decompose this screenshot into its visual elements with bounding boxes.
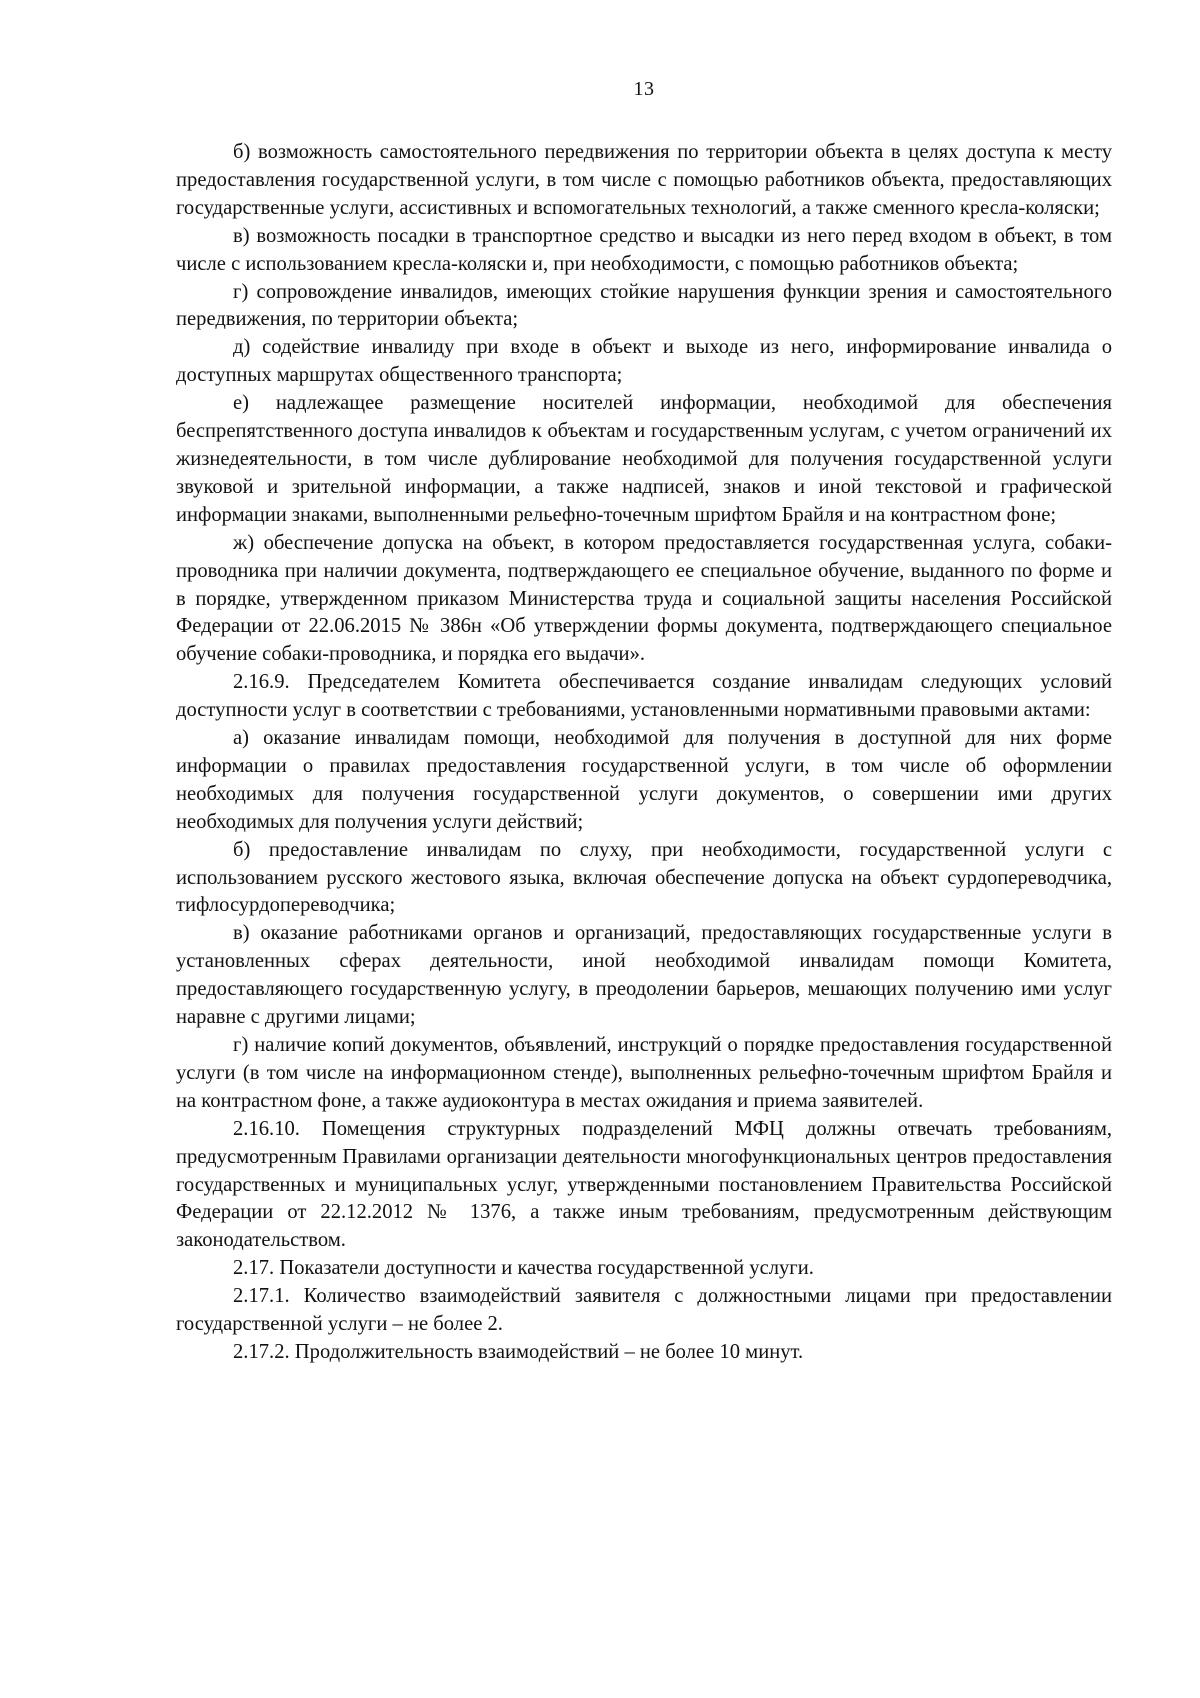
paragraph-2-17-1: 2.17.1. Количество взаимодействий заявителя с должностными лицами при предоставлении государственной услуги – не более 2.: [176, 1285, 1112, 1336]
paragraph-2-16-9: 2.16.9. Председателем Комитета обеспечивается создание инвалидам следующих условий доступности услуг в соответствии с требованиями, установленными нормативными правовыми актами:: [176, 671, 1112, 722]
paragraph-zh-guide-dog: ж) обеспечение допуска на объект, в котором предоставляется государственная услуга, собаки-проводника при наличии документа, подтверждающего ее специальное обучение, выданного по форме и в порядке, утвержденном приказом Министерства труда и социальной защиты населения Российской Федерации от 22.06.2015 № 386н «Об утверждении формы документа, подтверждающего специальное обучение собаки-проводника, и порядка его выдачи».: [176, 531, 1112, 666]
paragraph-d-assistance: д) содействие инвалиду при входе в объект и выходе из него, информирование инвалида о доступных маршрутах общественного транспорта;: [176, 336, 1112, 387]
page-number: 13: [633, 78, 655, 100]
paragraph-g-braille-copies: г) наличие копий документов, объявлений, инструкций о порядке предоставления государственной услуги (в том числе на информационном стенде), выполненных рельефно-точечным шрифтом Брайля и на контрастном фоне, а также аудиоконтура в местах ожидания и приема заявителей.: [176, 1034, 1112, 1112]
paragraph-2-17-2: 2.17.2. Продолжительность взаимодействий – не более 10 минут.: [233, 1340, 804, 1363]
paragraph-2-16-10: 2.16.10. Помещения структурных подразделений МФЦ должны отвечать требованиям, предусмотренным Правилами организации деятельности многофункциональных центров предоставления государственных и муниципальных услуг, утвержденными постановлением Правительства Российской Федерации от 22.12.2012 № 1376, а также иным требованиям, предусмотренным действующим законодательством.: [176, 1117, 1112, 1252]
paragraph-v-transport: в) возможность посадки в транспортное средство и высадки из него перед входом в объект, в том числе с использованием кресла-коляски и, при необходимости, с помощью работников объекта;: [176, 224, 1112, 275]
paragraph-a-help: а) оказание инвалидам помощи, необходимой для получения в доступной для них форме информации о правилах предоставления государственной услуги, в том числе об оформлении необходимых для получения государственной услуги документов, о совершении ими других необходимых для получения услуги действий;: [176, 727, 1112, 833]
paragraph-v-staff-help: в) оказание работниками органов и организаций, предоставляющих государственные услуги в установленных сферах деятельности, иной необходимой инвалидам помощи Комитета, предоставляющего государственную услугу, в преодолении барьеров, мешающих получению ими услуг наравне с другими лицами;: [176, 922, 1112, 1029]
paragraph-2-17: 2.17. Показатели доступности и качества государственной услуги.: [233, 1257, 814, 1280]
paragraph-g-escort: г) сопровождение инвалидов, имеющих стойкие нарушения функции зрения и самостоятельного передвижения, по территории объекта;: [176, 280, 1112, 331]
paragraph-b-sign-language: б) предоставление инвалидам по слуху, при необходимости, государственной услуги с использованием русского жестового языка, включая обеспечение допуска на объект сурдопереводчика, тифлосурдопереводчика;: [176, 838, 1112, 917]
paragraph-b-movement: б) возможность самостоятельного передвижения по территории объекта в целях доступа к месту предоставления государственной услуги, в том числе с помощью работников объекта, предоставляющих государственные услуги, ассистивных и вспомогательных технологий, а также сменного кресла-коляски;: [176, 141, 1112, 219]
paragraph-e-information-carriers: е) надлежащее размещение носителей информации, необходимой для обеспечения беспрепятственного доступа инвалидов к объектам и государственным услугам, с учетом ограничений их жизнедеятельности, в том числе дублирование необходимой для получения государственной услуги звуковой и зрительной информации, а также надписей, знаков и иной текстовой и графической информации знаками, выполненными рельефно-точечным шрифтом Брайля и на контрастном фоне;: [176, 392, 1112, 526]
document-page: [176, 78, 1112, 1367]
